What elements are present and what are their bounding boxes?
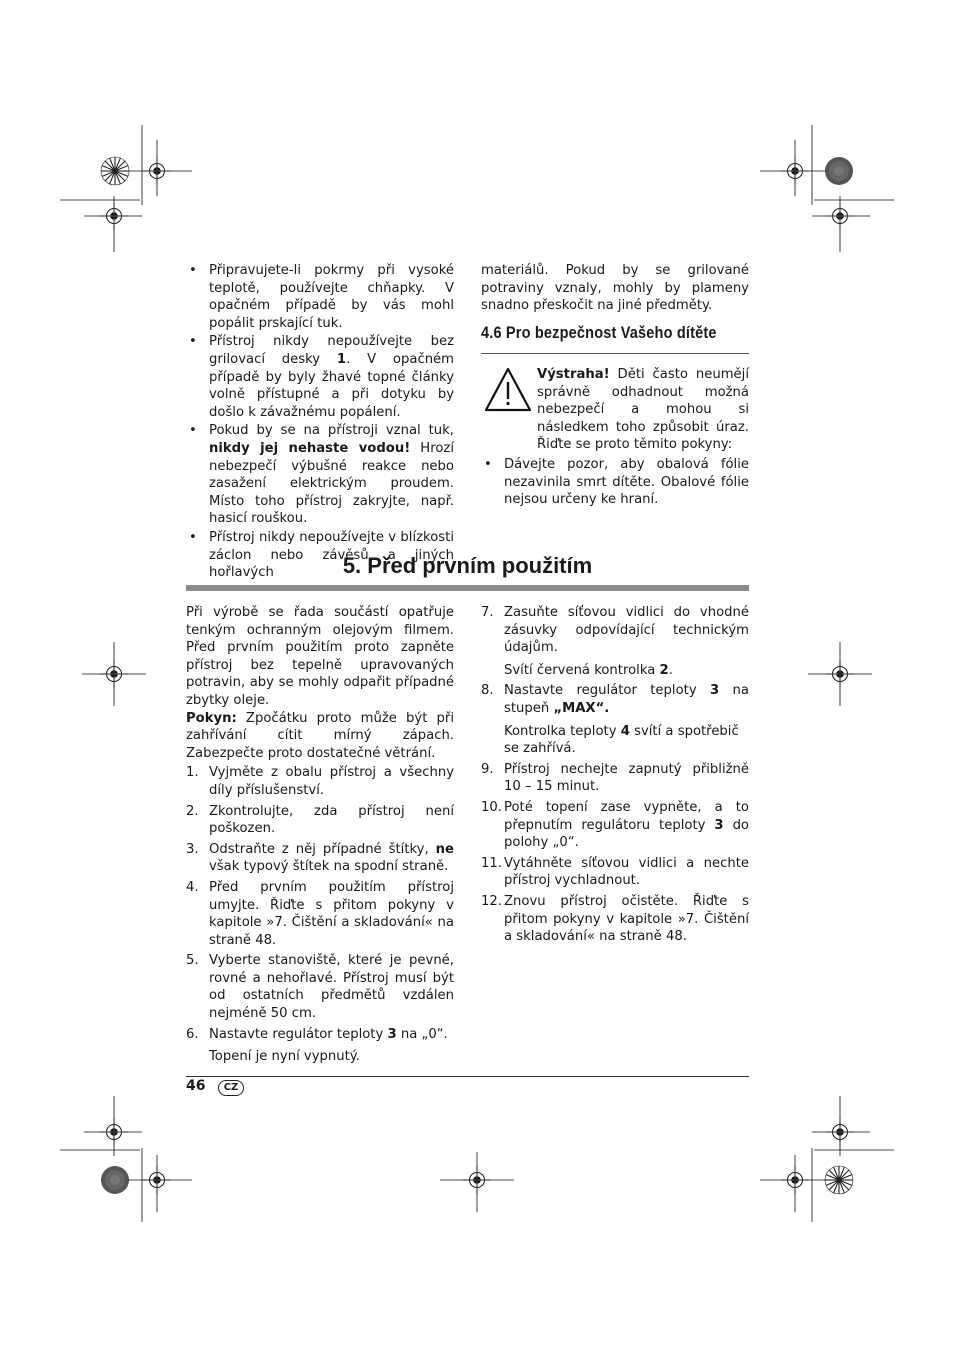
step-item bbox=[481, 799, 749, 852]
step-item bbox=[186, 803, 454, 838]
step-number: 7. bbox=[481, 605, 494, 620]
bullet-item bbox=[481, 456, 749, 509]
warning-text-run: Výstraha! bbox=[537, 367, 610, 382]
step-item bbox=[481, 855, 749, 890]
step-text: „MAX“. bbox=[553, 700, 610, 716]
step-text: Před prvním použitím přístroj umyjte. Řiďte s přitom pokyny v kapitole »7. Čištění a skladování« na straně 48. bbox=[209, 879, 454, 948]
page-number: 46 bbox=[186, 1078, 206, 1094]
child-safety-bullets bbox=[481, 456, 749, 510]
intro-paragraph: Při výrobě se řada součástí opatřuje tenkým ochranným olejovým filmem. Před prvním použitím proto zapněte přístroj bez tepelně upravovaných potravin, aby se mohly odpařit případné zbytky oleje. bbox=[186, 605, 454, 708]
step-number: 11. bbox=[481, 855, 502, 871]
step-number: 8. bbox=[481, 683, 494, 699]
note-text-run: Zpočátku proto může být při zahřívání cítit mírný zápach. Zabezpečte proto dostatečné větrání. bbox=[186, 710, 454, 761]
step-text: Nastavte regulátor teploty bbox=[504, 683, 710, 699]
footer-rule bbox=[186, 1076, 749, 1077]
numbered-steps bbox=[186, 764, 454, 1066]
bullet-glyph: • bbox=[189, 529, 197, 545]
bullet-text: nikdy jej nehaste vodou! bbox=[209, 440, 411, 456]
safety-continuation bbox=[481, 262, 749, 315]
step-item bbox=[481, 682, 749, 757]
chapter-title-bar bbox=[186, 585, 749, 591]
warning-text-run: Děti často neumějí správně odhadnout možná nebezpečí a mohou si následkem toho způsobit úraz. Řiďte se proto těmito pokyny: bbox=[537, 367, 749, 453]
bullet-glyph: • bbox=[189, 263, 197, 278]
step-text: však typový štítek na spodní straně. bbox=[209, 859, 449, 875]
bullet-text: . V opačném případě by byly žhavé topné články volně přístupné a při dotyku by došlo k závažnému popálení. bbox=[209, 351, 455, 420]
step-item bbox=[186, 879, 454, 949]
step-result-text: Svítí červená kontrolka bbox=[504, 662, 660, 678]
step-number: 12. bbox=[481, 893, 502, 909]
note-paragraph bbox=[186, 710, 454, 763]
step-result-text: Kontrolka teploty bbox=[504, 723, 621, 739]
step-text: 3 bbox=[714, 817, 724, 833]
bullet-glyph: • bbox=[189, 334, 197, 350]
bullet-list bbox=[186, 262, 454, 582]
step-text: Vyjměte z obalu přístroj a všechny díly příslušenství. bbox=[209, 765, 454, 798]
bullet-list bbox=[481, 456, 749, 509]
warning-text bbox=[537, 366, 749, 454]
step-number: 2. bbox=[186, 803, 199, 819]
step-item bbox=[481, 761, 749, 796]
step-text: na stupeň bbox=[504, 683, 749, 716]
step-result-text: Topení je nyní vypnutý. bbox=[209, 1049, 360, 1065]
chapter-title: 5. Před prvním použitím bbox=[342, 553, 593, 578]
bullet-text: Hrozí nebezpečí výbušné reakce nebo zasažení elektrickým proudem. Místo toho přístroj zakryjte, např. hasicí rouškou. bbox=[209, 440, 454, 527]
step-text: na „0“. bbox=[396, 1026, 448, 1042]
bullet-text: Dávejte pozor, aby obalová fólie nezavinila smrt dítěte. Obalové fólie nejsou určeny ke hraní. bbox=[504, 457, 749, 508]
step-result bbox=[504, 723, 749, 758]
warning-triangle-icon bbox=[483, 366, 533, 414]
step-item bbox=[481, 893, 749, 946]
note-text-run: Pokyn: bbox=[186, 710, 237, 726]
step-number: 1. bbox=[186, 765, 199, 781]
step-number: 4. bbox=[186, 879, 199, 895]
step-text: 3 bbox=[710, 683, 720, 699]
step-text: Vytáhněte síťovou vidlici a nechte přístroj vychladnout. bbox=[504, 855, 749, 889]
step-text: Nastavte regulátor teploty bbox=[209, 1026, 388, 1042]
step-text: Zkontrolujte, zda přístroj není poškozen. bbox=[209, 803, 454, 837]
step-result-text: . bbox=[668, 662, 673, 678]
bullet-text: Připravujete-li pokrmy při vysoké teplotě, používejte chňapky. V opačném případě by vás mohl popálit prskající tuk. bbox=[209, 263, 454, 331]
section-heading-4-6: 4.6 Pro bezpečnost Vašeho dítěte bbox=[481, 324, 717, 342]
step-result-text: 2 bbox=[659, 662, 669, 678]
step-text: Vyberte stanoviště, které je pevné, rovné a nehořlavé. Přístroj musí být od ostatních předmětů vzdálen nejméně 50 cm. bbox=[209, 953, 454, 1022]
step-item bbox=[186, 1026, 454, 1066]
bullet-text: Přístroj nikdy nepoužívejte bez grilovací desky bbox=[209, 334, 454, 367]
step-text: Zasuňte síťovou vidlici do vhodné zásuvky odpovídající technickým údajům. bbox=[504, 605, 749, 656]
continuation-paragraph: materiálů. Pokud by se grilované potraviny vznaly, mohly by plameny snadno přeskočit na jiné předměty. bbox=[481, 263, 749, 314]
bullet-glyph: • bbox=[484, 457, 492, 472]
bullet-text: 1 bbox=[336, 351, 347, 367]
safety-bullets-left bbox=[186, 262, 454, 583]
step-result-text: 4 bbox=[620, 723, 630, 739]
step-text: Odstraňte z něj případné štítky, bbox=[209, 841, 436, 857]
step-number: 5. bbox=[186, 953, 199, 969]
bullet-item bbox=[186, 262, 454, 332]
bullet-text: Přístroj nikdy nepoužívejte v blízkosti záclon nebo závěsů a jiných hořlavých bbox=[209, 529, 454, 581]
step-text: Přístroj nechejte zapnutý přibližně 10 – 15 minut. bbox=[504, 761, 749, 795]
step-item bbox=[186, 952, 454, 1022]
step-item bbox=[186, 764, 454, 799]
step-text: 3 bbox=[387, 1026, 397, 1042]
step-result-text: svítí a spotřebič se zahřívá. bbox=[504, 723, 739, 757]
step-text: do polohy „0“. bbox=[504, 817, 750, 851]
first-use-left-column bbox=[186, 604, 454, 1069]
step-number: 10. bbox=[481, 799, 502, 815]
step-text: ne bbox=[435, 841, 454, 857]
step-text: Znovu přístroj očistěte. Řiďte s přitom pokyny v kapitole »7. Čištění a skladování« na straně 48. bbox=[504, 893, 749, 945]
step-item bbox=[481, 604, 749, 679]
section-heading-rule bbox=[481, 353, 749, 354]
numbered-steps bbox=[481, 604, 749, 946]
step-item bbox=[186, 841, 454, 876]
bullet-text: Pokud by se na přístroji vznal tuk, bbox=[209, 423, 454, 439]
first-use-right-column bbox=[481, 604, 749, 949]
step-number: 9. bbox=[481, 761, 494, 777]
step-result bbox=[209, 1048, 454, 1066]
step-result bbox=[504, 662, 749, 680]
step-number: 3. bbox=[186, 841, 199, 857]
step-text: Poté topení zase vypněte, a to přepnutím regulátoru teploty bbox=[504, 799, 749, 833]
bullet-glyph: • bbox=[189, 423, 197, 439]
warning-paragraph bbox=[537, 366, 749, 454]
bullet-item bbox=[186, 422, 454, 528]
language-badge: CZ bbox=[218, 1080, 244, 1096]
bullet-item bbox=[186, 333, 454, 421]
step-number: 6. bbox=[186, 1026, 199, 1042]
